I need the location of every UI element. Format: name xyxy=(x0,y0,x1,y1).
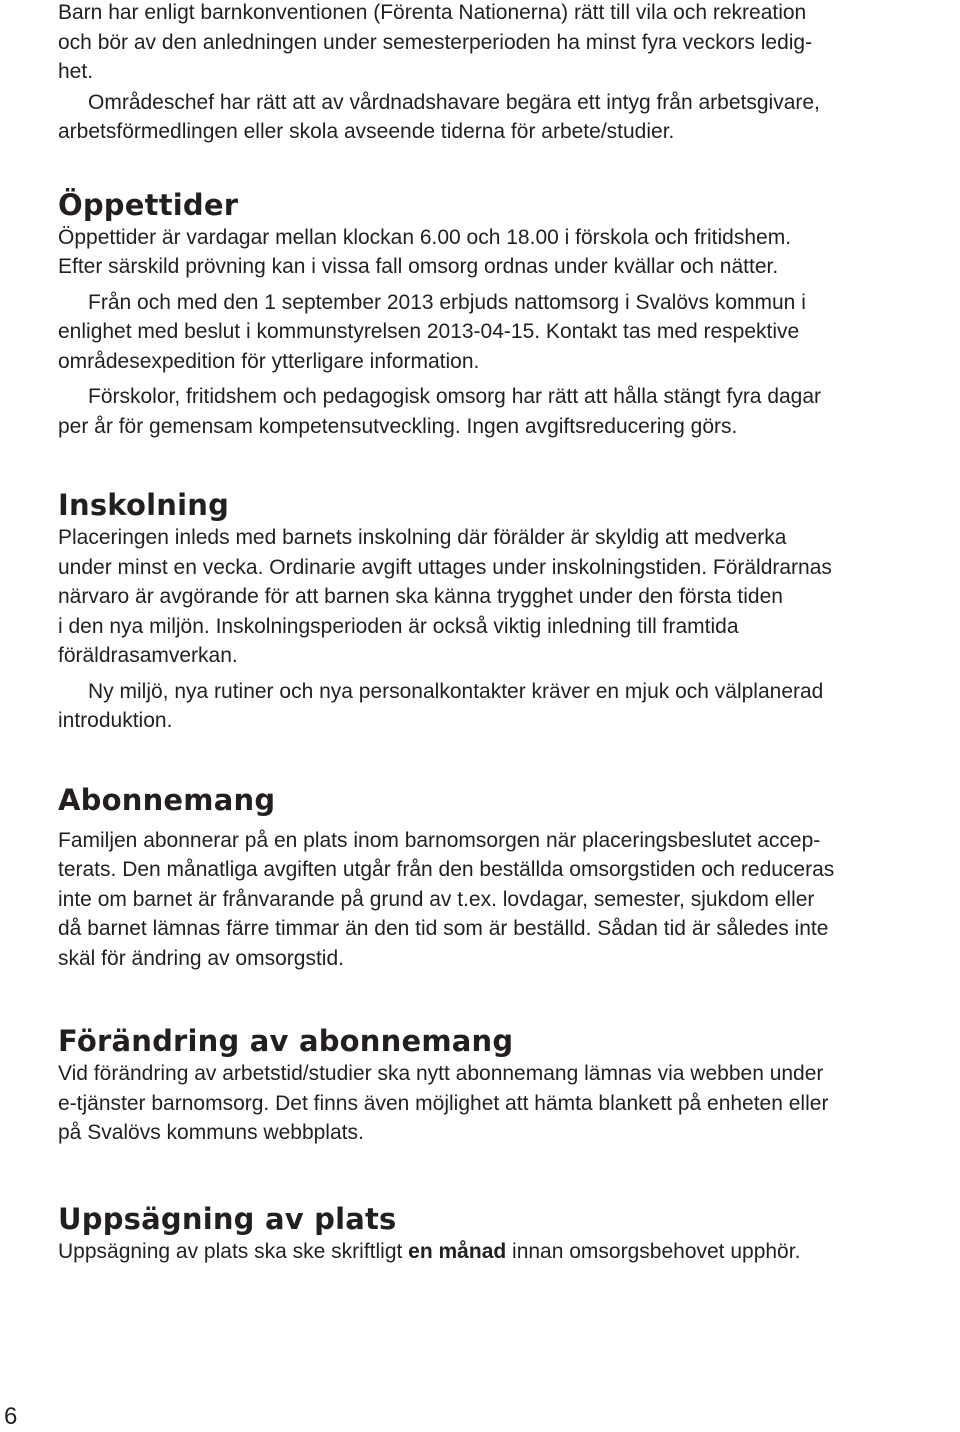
text-line: e-tjänster barnomsorg. Det finns även möjlighet att hämta blankett på enheten eller xyxy=(58,1091,829,1115)
text-line xyxy=(58,1237,958,1267)
heading-uppsagning-av-plats: Uppsägning av plats xyxy=(58,1201,397,1236)
text-line: introduktion. xyxy=(58,709,173,732)
heading-forandring-av-abonnemang: Förändring av abonnemang xyxy=(58,1024,514,1058)
text-line: Efter särskild prövning kan i vissa fall omsorg ordnas under kvällar och nätter. xyxy=(58,255,779,278)
abonnemang-paragraph-1 xyxy=(58,826,958,974)
text-line: terats. Den månatliga avgiften utgår från den beställda omsorgstiden och reduceras xyxy=(58,858,835,881)
inskolning-paragraph-2 xyxy=(58,677,958,736)
text-line: på Svalövs kommuns webbplats. xyxy=(58,1121,364,1144)
oppettider-paragraph-2 xyxy=(58,288,958,377)
uppsagning-text-before: Uppsägning av plats ska ske skriftligt xyxy=(58,1239,409,1263)
text-line: och bör av den anledningen under semesterperioden ha minst fyra veckors ledig- xyxy=(58,30,813,54)
text-line: Ny miljö, nya rutiner och nya personalkontakter kräver en mjuk och välplanerad xyxy=(88,679,824,703)
intro-paragraph-2 xyxy=(58,88,958,147)
oppettider-paragraph-1 xyxy=(58,223,958,282)
text-line: närvaro är avgörande för att barnen ska känna trygghet under den första tiden xyxy=(58,585,783,608)
document-page xyxy=(58,0,958,1266)
text-line: i den nya miljön. Inskolningsperioden är också viktig inledning till framtida xyxy=(58,614,739,638)
uppsagning-paragraph-1 xyxy=(58,1237,958,1267)
page-number: 6 xyxy=(4,1403,18,1430)
text-line: Barn har enligt barnkonventionen (Förenta Nationerna) rätt till vila och rekreation xyxy=(58,1,807,24)
heading-oppettider: Öppettider xyxy=(58,187,239,222)
text-line: föräldrasamverkan. xyxy=(58,644,238,667)
text-line: per år för gemensam kompetensutveckling. Ingen avgiftsreducering görs. xyxy=(58,414,738,438)
heading-inskolning: Inskolning xyxy=(58,488,230,522)
text-line: Vid förändring av arbetstid/studier ska nytt abonnemang lämnas via webben under xyxy=(58,1062,824,1085)
intro-paragraph-1 xyxy=(58,0,958,87)
text-line: Från och med den 1 september 2013 erbjuds nattomsorg i Svalövs kommun i xyxy=(88,290,806,314)
text-line: då barnet lämnas färre timmar än den tid som är beställd. Sådan tid är således inte xyxy=(58,917,829,940)
text-line: områdesexpedition för ytterligare information. xyxy=(58,349,480,373)
oppettider-paragraph-3 xyxy=(58,382,958,441)
text-line: skäl för ändring av omsorgstid. xyxy=(58,946,344,970)
text-line: Förskolor, fritidshem och pedagogisk omsorg har rätt att hålla stängt fyra dagar xyxy=(88,385,822,408)
text-line: Placeringen inleds med barnets inskolning där förälder är skyldig att medverka xyxy=(58,526,787,549)
text-line: enlighet med beslut i kommunstyrelsen 2013-04-15. Kontakt tas med respektive xyxy=(58,320,800,343)
forandring-paragraph-1 xyxy=(58,1059,958,1148)
text-line: under minst en vecka. Ordinarie avgift uttages under inskolningstiden. Föräldrarnas xyxy=(58,555,832,579)
heading-abonnemang: Abonnemang xyxy=(58,782,276,817)
text-line: inte om barnet är frånvarande på grund av t.ex. lovdagar, semester, sjukdom eller xyxy=(58,887,815,911)
text-line: het. xyxy=(58,60,94,83)
text-line: Områdeschef har rätt att av vårdnadshavare begära ett intyg från arbetsgivare, xyxy=(88,90,820,114)
uppsagning-text-bold: en månad xyxy=(408,1239,507,1263)
text-line: Familjen abonnerar på en plats inom barnomsorgen när placeringsbeslutet accep- xyxy=(58,828,821,852)
text-line: Öppettider är vardagar mellan klockan 6.00 och 18.00 i förskola och fritidshem. xyxy=(58,225,792,249)
text-line: arbetsförmedlingen eller skola avseende tiderna för arbete/studier. xyxy=(58,120,675,143)
inskolning-paragraph-1 xyxy=(58,523,958,671)
uppsagning-text-after: innan omsorgsbehovet upphör. xyxy=(506,1239,801,1263)
